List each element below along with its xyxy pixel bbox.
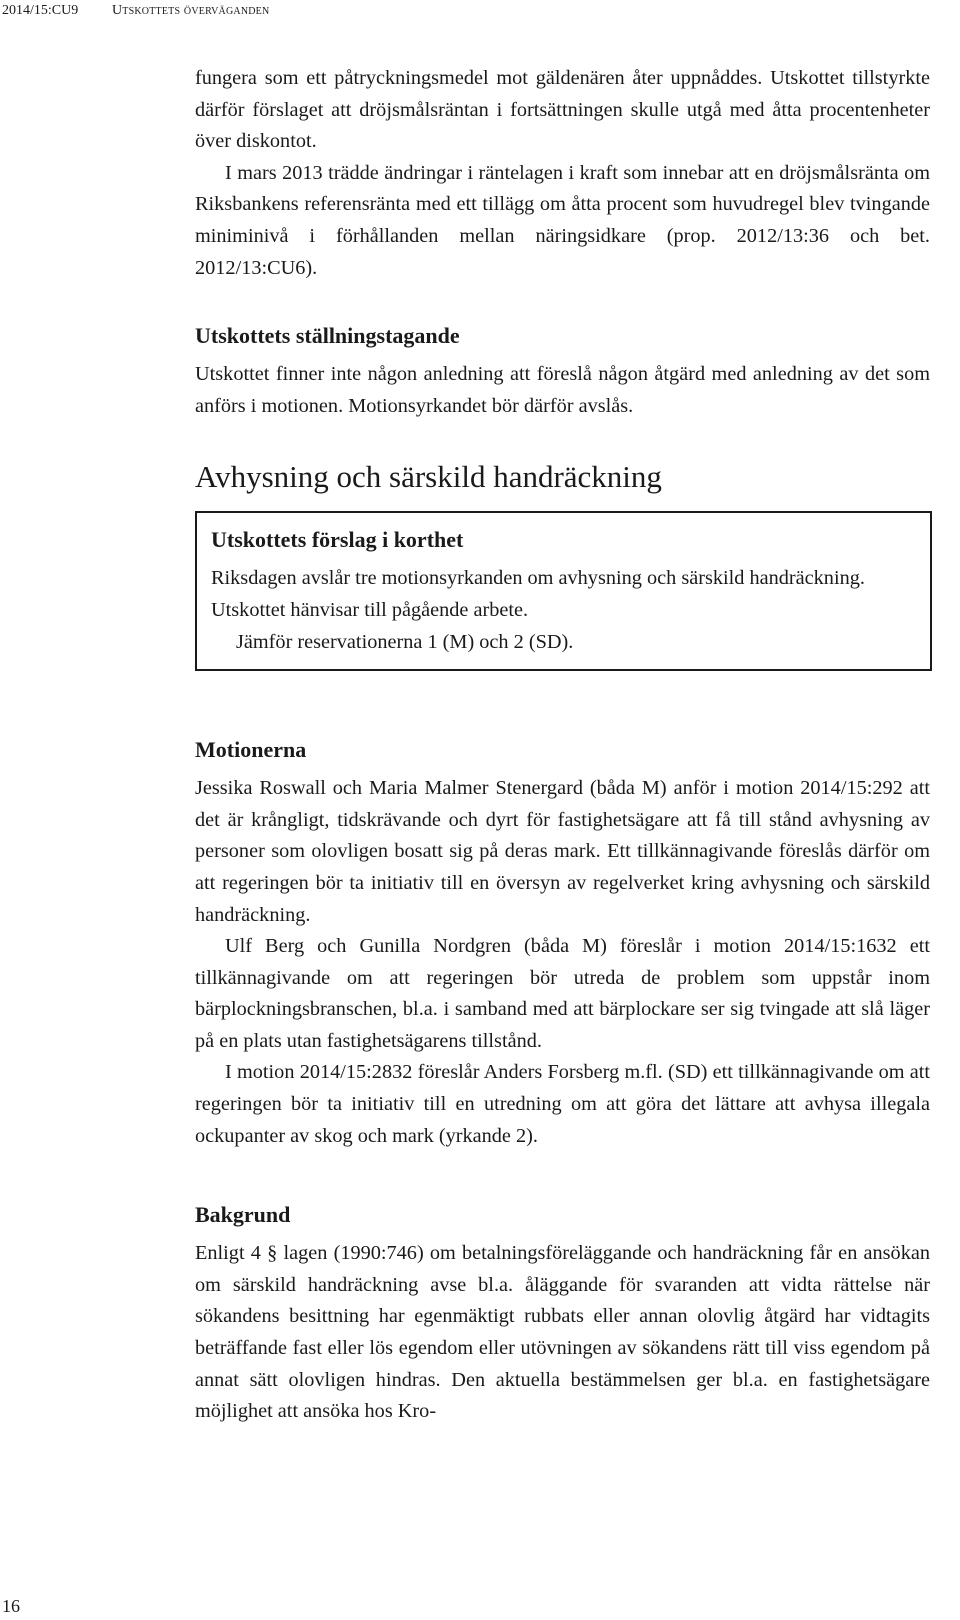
stallningstagande-heading: Utskottets ställningstagande xyxy=(195,323,460,349)
motion-paragraph: Ulf Berg och Gunilla Nordgren (båda M) föreslår i motion 2014/15:1632 ett tillkännagivande om att regeringen bör utreda de problem som uppstår inom bärplockningsbranschen, bl.a. i samband med att bärplockare ser sig tvingade att slå läger på en plats utan fastighetsägarens tillstånd. xyxy=(195,935,930,1052)
section-name: Utskottets överväganden xyxy=(112,3,270,18)
bakgrund-heading: Bakgrund xyxy=(195,1202,291,1228)
document-id: 2014/15:CU9 xyxy=(2,3,79,18)
motionerna-heading: Motionerna xyxy=(195,737,307,763)
summary-heading: Utskottets förslag i korthet xyxy=(211,527,464,553)
intro-paragraph: fungera som ett påtryckningsmedel mot gäldenären åter uppnåddes. Utskottet tillstyrkte därför förslaget att dröjsmålsräntan i fortsättningen skulle utgå med åtta procentenheter över diskontot. xyxy=(195,67,930,153)
summary-box xyxy=(195,511,932,671)
intro-paragraph: I mars 2013 trädde ändringar i räntelagen i kraft som innebar att en dröjsmålsränta om Riksbankens referensränta med ett tillägg om åtta procent som huvudregel blev tvingande miniminivå i förhållanden mellan näringsidkare (prop. 2012/13:36 och bet. 2012/13:CU6). xyxy=(195,161,930,279)
section-title: Avhysning och särskild handräckning xyxy=(195,459,662,495)
bakgrund-paragraph: Enligt 4 § lagen (1990:746) om betalningsföreläggande och handräckning får en ansökan om särskild handräckning avse bl.a. åläggande för svaranden att vidta rättelse när sökandens besittning har egenmäktigt rubbats eller annan olovlig åtgärd har vidtagits beträffande fast eller lös egendom eller utövningen av sökandens rätt till viss egendom på annat sätt olovligen hindras. Den aktuella bestämmelsen ger bl.a. en fastighetsägare möjlighet att ansöka hos Kro- xyxy=(195,1242,930,1423)
summary-text: Riksdagen avslår tre motionsyrkanden om avhysning och särskild handräckning. Utskottet hänvisar till pågående arbete. xyxy=(211,567,865,621)
stallningstagande-text: Utskottet finner inte någon anledning att föreslå någon åtgärd med anledning av det som anförs i motionen. Motionsyrkandet bör därför avslås. xyxy=(195,363,930,417)
page-number: 16 xyxy=(2,1596,20,1616)
motion-paragraph: I motion 2014/15:2832 föreslår Anders Forsberg m.fl. (SD) ett tillkännagivande om att regeringen bör ta initiativ till en utredning om att göra det lättare att avhysa illegala ockupanter av skog och mark (yrkande 2). xyxy=(195,1061,930,1147)
page-content xyxy=(195,60,930,1428)
motion-paragraph: Jessika Roswall och Maria Malmer Stenergard (båda M) anför i motion 2014/15:292 att det är krångligt, tidskrävande och dyrt för fastighetsägare att få till stånd avhysning av personer som olovligen bosatt sig på deras mark. Ett tillkännagivande föreslås därför om att regeringen bör ta initiativ till en översyn av regelverket kring avhysning och särskild handräckning. xyxy=(195,777,930,926)
summary-refs: Jämför reservationerna 1 (M) och 2 (SD). xyxy=(236,630,574,653)
running-header xyxy=(0,0,960,22)
